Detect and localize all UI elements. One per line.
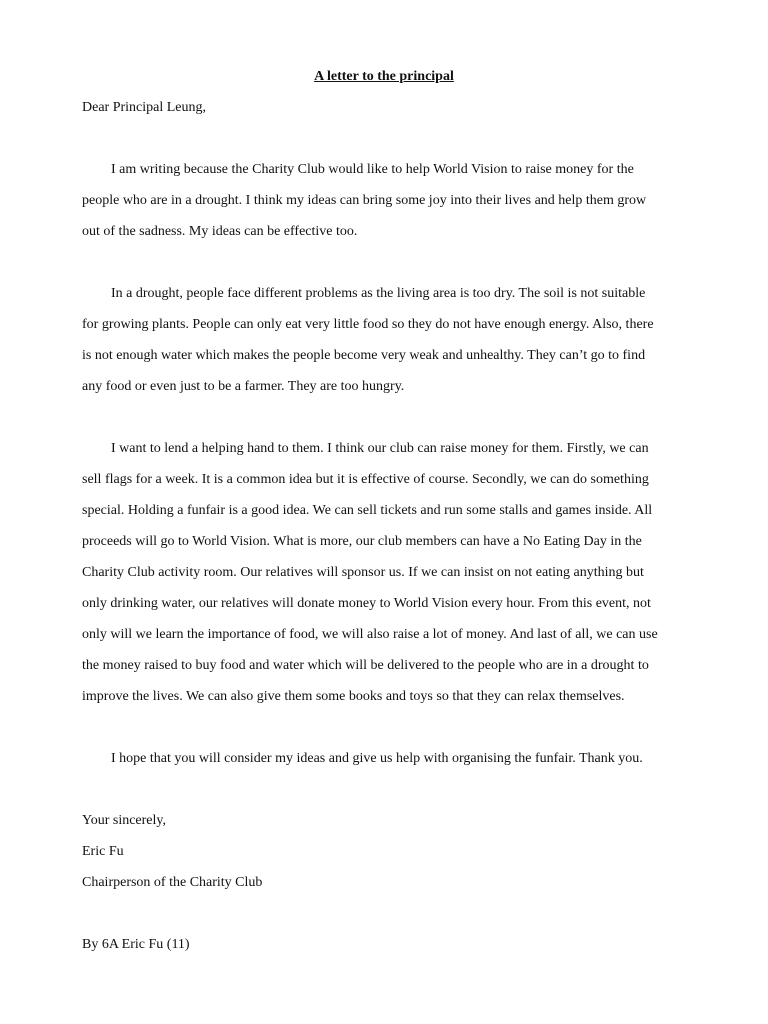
paragraph-3-line-8: the money raised to buy food and water which will be delivered to the people who are in a drought to — [82, 658, 649, 673]
signature-role: Chairperson of the Charity Club — [82, 875, 263, 890]
paragraph-2-line-2: for growing plants. People can only eat very little food so they do not have enough energy. Also, there — [82, 317, 654, 332]
paragraph-2-line-3: is not enough water which makes the people become very weak and unhealthy. They can’t go to find — [82, 348, 646, 363]
signature-name: Eric Fu — [82, 844, 124, 859]
closing: Your sincerely, — [82, 813, 166, 828]
paragraph-1-line-2: people who are in a drought. I think my ideas can bring some joy into their lives and help them grow — [82, 193, 647, 208]
paragraph-4-line-1: I hope that you will consider my ideas and give us help with organising the funfair. Thank you. — [111, 751, 643, 766]
paragraph-3-line-5: Charity Club activity room. Our relatives will sponsor us. If we can insist on not eating anything but — [82, 565, 644, 580]
paragraph-3-line-1: I want to lend a helping hand to them. I think our club can raise money for them. Firstly, we can — [111, 441, 649, 456]
paragraph-3-line-4: proceeds will go to World Vision. What is more, our club members can have a No Eating Day in the — [82, 534, 642, 549]
letter-title: A letter to the principal — [314, 69, 454, 84]
paragraph-3-line-7: only will we learn the importance of food, we will also raise a lot of money. And last of all, we can use — [82, 627, 658, 642]
paragraph-3-line-9: improve the lives. We can also give them some books and toys so that they can relax themselves. — [82, 689, 625, 704]
paragraph-3-line-3: special. Holding a funfair is a good idea. We can sell tickets and run some stalls and games inside. All — [82, 503, 653, 518]
paragraph-1-line-3: out of the sadness. My ideas can be effective too. — [82, 224, 358, 239]
paragraph-3-line-6: only drinking water, our relatives will donate money to World Vision every hour. From this event, not — [82, 596, 651, 611]
salutation: Dear Principal Leung, — [82, 100, 207, 115]
paragraph-1-line-1: I am writing because the Charity Club would like to help World Vision to raise money for the — [111, 162, 634, 177]
byline: By 6A Eric Fu (11) — [82, 937, 190, 952]
paragraph-2-line-1: In a drought, people face different problems as the living area is too dry. The soil is not suitable — [111, 286, 646, 301]
paragraph-2-line-4: any food or even just to be a farmer. They are too hungry. — [82, 379, 405, 394]
paragraph-3-line-2: sell flags for a week. It is a common idea but it is effective of course. Secondly, we can do something — [82, 472, 649, 487]
